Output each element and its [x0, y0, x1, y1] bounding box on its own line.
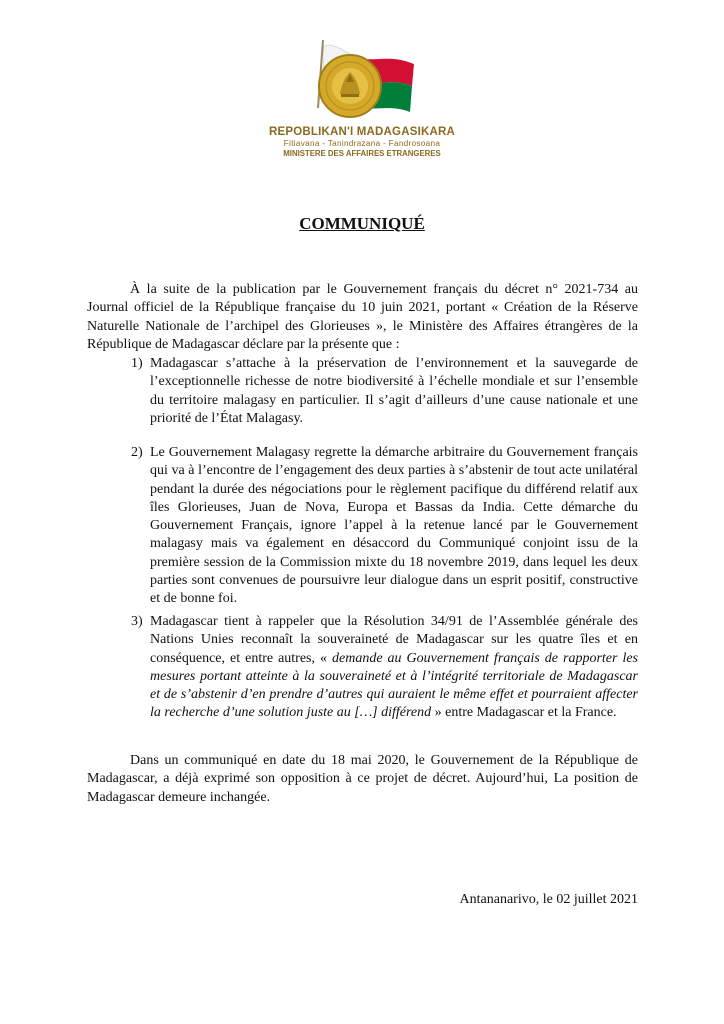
madagascar-flag-icon [302, 38, 422, 126]
list-item-number: 3) [131, 614, 143, 629]
resolution-quote: demande au Gouvernement français de rapporter les mesures portant atteinte à la souveraineté et à l’intégrité territoriale de Madagascar et de s’abstenir d’en prendre d’autres qui auraient le même effet et pourraient affecter la recherche d’une solution juste au […] différend [150, 650, 639, 721]
list-item-text [150, 613, 638, 723]
national-seal-icon [319, 55, 381, 117]
page-title: COMMUNIQUÉ [299, 214, 425, 233]
list-item-text: Madagascar s’attache à la préservation de l’environnement et la sauvegarde de l’exceptionnelle richesse de notre biodiversité à l’échelle mondiale et sur l’ensemble du territoire malagasy en particulier. Il s’agit d’ailleurs d’une cause nationale et une priorité de l’État Malagasy. [150, 356, 638, 426]
item-text-start: Madagascar tient à rappeler que la Résolution 34/91 de l’Assemblée générale des Nations Unies reconnaît la souveraineté de Madagascar sur les quatre îles et en conséquence, et entre autres, « [150, 614, 638, 666]
national-motto: Fitiavana - Tanindrazana - Fandrosoana [283, 139, 441, 148]
intro-paragraph: À la suite de la publication par le Gouvernement français du décret n° 2021-734 au Journal officiel de la République française du 10 juin 2021, portant « Création de la Réserve Naturelle Nationale de l’archipel des Glorieuses », le Ministère des Affaires étrangères de la République de Madagascar déclare par la présente que : [87, 282, 638, 352]
list-item-number: 2) [131, 445, 143, 460]
ministry-logo [252, 38, 472, 162]
item-text-end: » entre Madagascar et la France. [431, 705, 617, 721]
list-item-text: Le Gouvernement Malagasy regrette la démarche arbitraire du Gouvernement français qui va à l’encontre de l’engagement des deux parties à s’abstenir de tout acte unilatéral pendant la durée des négociations pour le règlement pacifique du différend relatif aux îles Glorieuses, Juan de Nova, Europa et Bassas da India. Cette démarche du Gouvernement Français, ignore l’appel à la retenue lancé par le Gouvernement malagasy mais va également en désaccord du Communiqué conjoint issu de la première session de la Commission mixte du 18 novembre 2019, dans lequel les deux parties sont convenues de poursuivre leur dialogue dans un esprit positif, constructive et de bonne foi. [150, 445, 638, 607]
ministry-name: MINISTERE DES AFFAIRES ETRANGERES [283, 149, 441, 158]
closing-paragraph: Dans un communiqué en date du 18 mai 2020, le Gouvernement de la République de Madagascar, a déjà exprimé son opposition à ce projet de décret. Aujourd’hui, La position de Madagascar demeure inchangée. [87, 753, 638, 805]
list-item-number: 1) [131, 356, 143, 371]
country-name: REPOBLIKAN'I MADAGASIKARA [269, 126, 455, 138]
signature-date: Antananarivo, le 02 juillet 2021 [459, 892, 638, 907]
